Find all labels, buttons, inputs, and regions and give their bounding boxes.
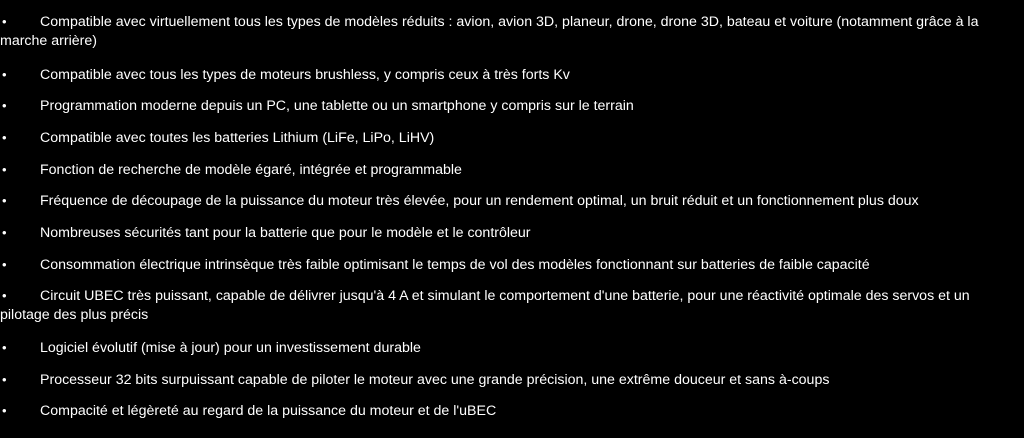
list-item-text: Compatible avec virtuellement tous les types de modèles réduits : avion, avion 3D, planeur, drone, drone 3D, bateau et voiture (notamment grâce à la marche arrière)	[0, 14, 979, 49]
list-item-text: Nombreuses sécurités tant pour la batterie que pour le modèle et le contrôleur	[40, 225, 531, 241]
list-item	[0, 255, 1012, 275]
list-item-text: Programmation moderne depuis un PC, une tablette ou un smartphone y compris sur le terrain	[40, 98, 634, 114]
list-item-text: Processeur 32 bits surpuissant capable de piloter le moteur avec une grande précision, une extrême douceur et sans à-coups	[40, 372, 830, 388]
list-item	[0, 128, 1012, 148]
bullet: •	[2, 193, 7, 208]
list-item	[0, 286, 1006, 325]
list-item	[0, 160, 1012, 180]
list-item-text: Consommation électrique intrinsèque très faible optimisant le temps de vol des modèles fonctionnant sur batteries de faible capacité	[40, 257, 870, 273]
bullet: •	[2, 257, 7, 272]
list-item-text: Fonction de recherche de modèle égaré, intégrée et programmable	[40, 162, 462, 178]
list-item	[0, 401, 1012, 421]
bullet: •	[2, 288, 7, 303]
bullet: •	[2, 372, 7, 387]
bullet: •	[2, 403, 7, 418]
bullet: •	[2, 340, 7, 355]
list-item	[0, 65, 1012, 85]
list-item-text: Compacité et légèreté au regard de la puissance du moteur et de l'uBEC	[40, 403, 497, 419]
bullet: •	[2, 67, 7, 82]
list-item-text: Compatible avec tous les types de moteurs brushless, y compris ceux à très forts Kv	[40, 67, 570, 83]
list-item	[0, 12, 1010, 51]
bullet: •	[2, 130, 7, 145]
list-item	[0, 191, 1012, 211]
bullet: •	[2, 14, 7, 29]
bullet: •	[2, 98, 7, 113]
list-item-text: Logiciel évolutif (mise à jour) pour un investissement durable	[40, 340, 421, 356]
list-item	[0, 338, 1012, 358]
list-item-text: Circuit UBEC très puissant, capable de délivrer jusqu'à 4 A et simulant le comportement d'une batterie, pour une réactivité optimale des servos et un pilotage des plus précis	[0, 288, 970, 323]
bullet: •	[2, 225, 7, 240]
bullet: •	[2, 162, 7, 177]
list-item	[0, 223, 1012, 243]
list-item	[0, 96, 1012, 116]
list-item-text: Compatible avec toutes les batteries Lithium (LiFe, LiPo, LiHV)	[40, 130, 435, 146]
list-item-text: Fréquence de découpage de la puissance du moteur très élevée, pour un rendement optimal, un bruit réduit et un fonctionnement plus doux	[40, 193, 919, 209]
list-item	[0, 370, 1012, 390]
